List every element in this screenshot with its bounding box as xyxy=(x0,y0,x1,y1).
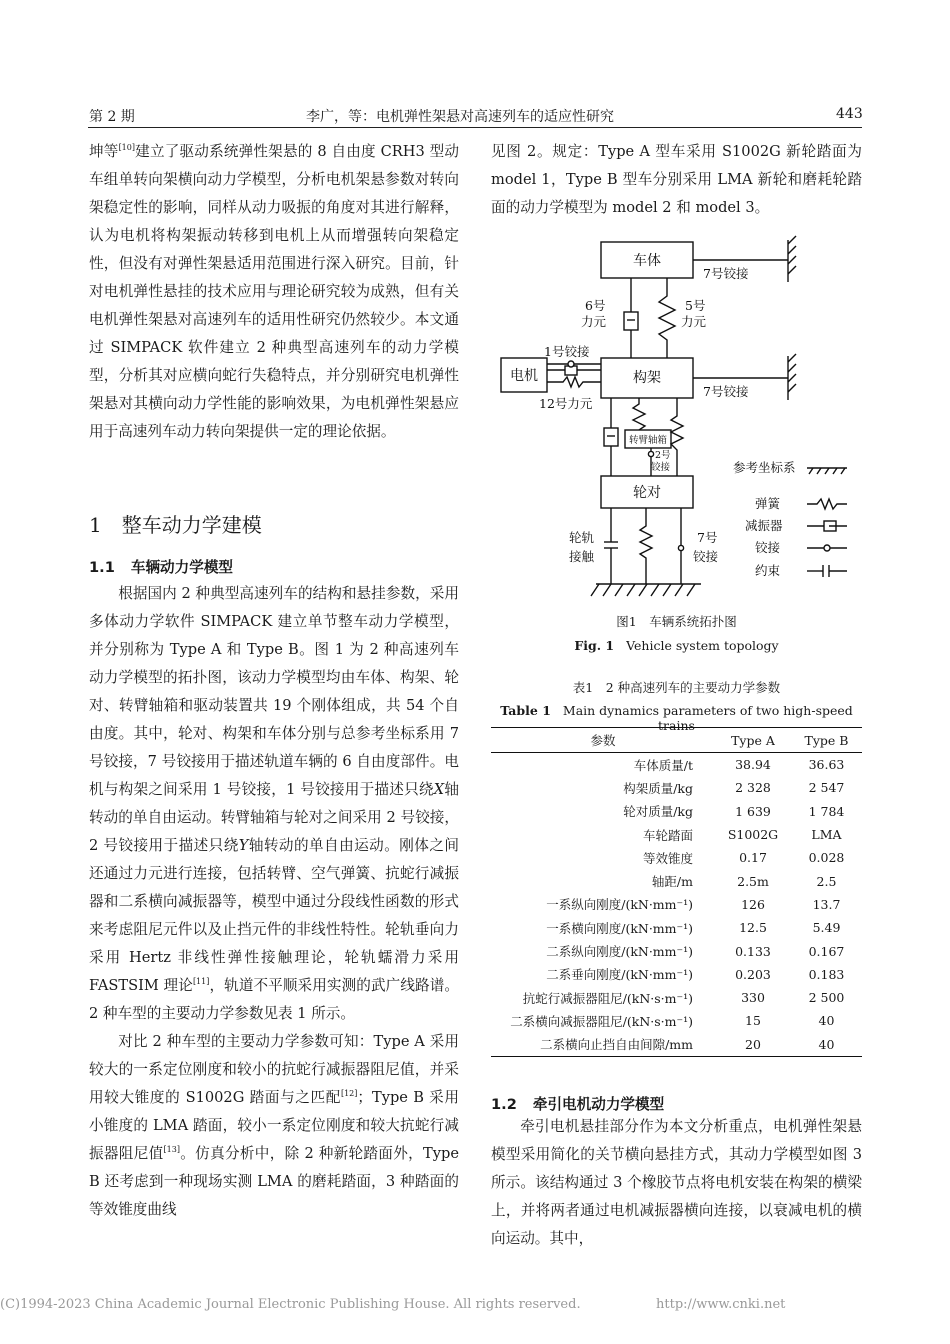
figure-caption-en: Fig. 1 Vehicle system topology xyxy=(574,638,779,653)
table-row xyxy=(491,939,862,962)
table-cell: 车轮踏面 xyxy=(642,827,693,843)
joint7-bottom-sub-label: 铰接 xyxy=(693,549,719,564)
running-title: 李广，等：电机弹性架悬对高速列车的适应性研究 xyxy=(306,109,614,125)
table-cell: 2.5m xyxy=(737,873,769,889)
subsection-heading-motor: 1.2 牵引电机动力学模型 xyxy=(491,1096,665,1113)
motor-model-paragraph: 牵引电机悬挂部分作为本文分析重点，电机弹性架悬模型采用简化的关节横向悬挂方式，其动力学模型如图 3 所示。该结构通过 3 个橡胶节点将电机安装在构架的横梁上，并将两者通过电机减振器横向连接，以衰减电机的横向运动。其中， xyxy=(491,1118,862,1247)
column-header: Type B xyxy=(791,728,862,753)
table-cell: 12.5 xyxy=(739,920,767,936)
right-top-paragraph: 见图 2。规定：Type A 型车采用 S1002G 新轮踏面为 model 1，Type B 型车分别采用 LMA 新轮和磨耗轮踏面的动力学模型为 model 2 和 model 3。 xyxy=(491,143,862,216)
table-cell: 一系纵向刚度/(kN·mm⁻¹) xyxy=(546,897,693,913)
cnki-url[interactable]: http://www.cnki.net xyxy=(656,1297,786,1312)
table-cell: 等效锥度 xyxy=(642,850,693,866)
table-cell: LMA xyxy=(811,827,842,843)
table-row xyxy=(491,869,862,892)
joint2-sub-label: 铰接 xyxy=(651,462,671,473)
table-row xyxy=(491,823,862,846)
table-caption-cn: 表1 2 种高速列车的主要动力学参数 xyxy=(572,680,781,695)
table-cell: 2 500 xyxy=(808,990,845,1006)
table-cell: 40 xyxy=(791,1033,862,1057)
legend-reference: 参考坐标系 xyxy=(733,460,796,475)
model-paragraph: 根据国内 2 种典型高速列车的结构和悬挂参数，采用多体动力学软件 SIMPACK 建立单节整车动力学模型，并分别称为 Type A 和 Type B。图 1 为 2 种高速列车动力学模型的拓扑图，该动力学模型均由车体、构架、轮对、转臂轴箱和驱动装置共 19 个刚体组成，共 54 个自由度。其中，轮对、构架和车体分别与总参考坐标系用 7 号铰接，7 号铰接用于描述轨道车辆的 6 自由度部件。电机与构架之间采用 1 号铰接，1 号铰接用于描述只绕X轴转动的单自由运动。转臂轴箱与轮对之间采用 2 号铰接，2 号铰接用于描述只绕Y轴转动的单自由运动。刚体之间还通过力元进行连接，包括转臂、空气弹簧、抗蛇行减振器和二系横向减振器等，模型中通过分段线性函数的形式来考虑阻尼元件以及止挡元件的非线性特性。轮轨垂向力采用 Hertz 非线性弹性接触理论，轮轨蠕滑力采用 FASTSIM 理论[11]，轨道不平顺采用实测的武广线路谱。2 种车型的主要动力学参数见表 1 所示。 xyxy=(89,585,459,1022)
table-header-row xyxy=(491,728,862,753)
subsection-heading: 1.1 车辆动力学模型 xyxy=(89,559,234,576)
joint7-top-label: 7号铰接 xyxy=(703,266,749,281)
comparison-paragraph: 对比 2 种车型的主要动力学参数可知：Type A 采用较大的一系定位刚度和较小的抗蛇行减振器阻尼值，并采用较大锥度的 S1002G 踏面与之匹配[12]；Type B 采用小锥度的 LMA 踏面，较小一系定位刚度和较大抗蛇行减振器阻尼值[13]。仿真分析中，除 2 种新轮踏面外，Type B 还考虑到一种现场实测 LMA 的磨耗踏面，3 种踏面的等效锥度曲线 xyxy=(89,1033,459,1218)
table-cell: 车体质量/t xyxy=(633,757,693,773)
table-cell: 0.17 xyxy=(739,850,767,866)
table-cell: 1 784 xyxy=(808,803,845,819)
table-row xyxy=(491,753,862,777)
journal-issue: 第 2 期 xyxy=(89,109,135,125)
page-number: 443 xyxy=(836,106,863,122)
table-cell: 抗蛇行减振器阻尼/(kN·s·m⁻¹) xyxy=(522,990,693,1006)
joint1-label: 1号铰接 xyxy=(544,344,590,359)
column-header: Type A xyxy=(715,728,791,753)
table-cell: 轴距/m xyxy=(651,874,693,890)
legend-spring: 弹簧 xyxy=(755,496,781,511)
legend-constraint: 约束 xyxy=(755,563,781,578)
joint2-label: 2号 xyxy=(655,450,671,461)
table-row xyxy=(491,963,862,986)
table-row xyxy=(491,1009,862,1032)
bogie-frame-label: 构架 xyxy=(633,370,661,386)
table-cell: 15 xyxy=(745,1013,761,1029)
table-cell: 0.183 xyxy=(808,966,845,982)
force5-sub-label: 力元 xyxy=(681,314,707,329)
table-cell: 20 xyxy=(715,1033,791,1057)
legend-damper: 减振器 xyxy=(745,518,783,533)
section-heading: 1 整车动力学建模 xyxy=(89,513,262,537)
left-intro-paragraph: 坤等[10]建立了驱动系统弹性架悬的 8 自由度 CRH3 型动车组单转向架横向动力学模型，分析电机架悬参数对转向架稳定性的影响，同样从动力吸振的角度对其进行解释，认为电机将构架振动转移到电机上从而增强转向架稳定性，但没有对弹性架悬适用范围进行深入研究。目前，针对电机弹性悬挂的技术应用与理论研究较为成熟，但有关电机弹性架悬对高速列车的适用性研究仍然较少。本文通过 SIMPACK 软件建立 2 种典型高速列车的动力学模型，分析其对应横向蛇行失稳特点，并分别研究电机弹性架悬对其横向动力学性能的影响效果，为电机弹性架悬应用于高速列车动力转向架提供一定的理论依据。 xyxy=(89,143,459,440)
table-row xyxy=(491,986,862,1009)
force6-sub-label: 力元 xyxy=(581,314,607,329)
table-caption-en: Table 1 Main dynamics parameters of two high-speed trains xyxy=(500,703,853,733)
force6-label: 6号 xyxy=(585,298,606,313)
table-cell: 一系横向刚度/(kN·mm⁻¹) xyxy=(546,920,693,936)
table-cell: 2 547 xyxy=(808,780,845,796)
force12-label: 12号力元 xyxy=(539,396,593,411)
vehicle-topology-diagram xyxy=(491,232,862,604)
table-row xyxy=(491,1033,862,1057)
wheel-rail-sub-label: 接触 xyxy=(569,549,595,564)
car-body-label: 车体 xyxy=(633,253,661,269)
joint7-bottom-label: 7号 xyxy=(697,530,718,545)
table-cell: 5.49 xyxy=(812,920,841,936)
table-row xyxy=(491,846,862,869)
table-cell: S1002G xyxy=(727,827,779,843)
table-cell: 13.7 xyxy=(812,896,841,912)
motor-label: 电机 xyxy=(510,368,538,384)
copyright-footer: (C)1994-2023 China Academic Journal Electronic Publishing House. All rights reserved. xyxy=(0,1297,581,1312)
table-cell: 二系垂向刚度/(kN·mm⁻¹) xyxy=(546,967,693,983)
citation-ref: [10] xyxy=(118,143,135,152)
force5-label: 5号 xyxy=(685,298,706,313)
table-row xyxy=(491,893,862,916)
table-cell: 330 xyxy=(741,990,765,1006)
column-header: 参数 xyxy=(491,728,715,753)
table-row xyxy=(491,776,862,799)
legend-joint: 铰接 xyxy=(755,540,781,555)
table-cell: 0.203 xyxy=(735,966,771,982)
table-cell: 构架质量/kg xyxy=(623,780,693,796)
table-row xyxy=(491,800,862,823)
table-cell: 2.5 xyxy=(816,873,837,889)
table-cell: 二系横向止挡自由间隙/mm xyxy=(491,1033,715,1057)
table-cell: 36.63 xyxy=(808,757,845,773)
table-cell: 2 328 xyxy=(735,780,771,796)
table-cell: 0.028 xyxy=(808,850,845,866)
table-row xyxy=(491,916,862,939)
table-cell: 0.167 xyxy=(808,943,845,959)
header-rule xyxy=(88,127,862,128)
table-cell: 126 xyxy=(741,896,765,912)
table-cell: 38.94 xyxy=(735,757,771,773)
dynamics-parameters-table xyxy=(491,727,862,1057)
table-cell: 二系横向减振器阻尼/(kN·s·m⁻¹) xyxy=(510,1013,693,1029)
wheelset-label: 轮对 xyxy=(633,485,661,501)
figure-caption-cn: 图1 车辆系统拓扑图 xyxy=(616,614,737,629)
left-body-text xyxy=(89,580,459,1224)
wheel-rail-label: 轮轨 xyxy=(569,530,595,545)
table-cell: 0.133 xyxy=(735,943,771,959)
joint7-mid-label: 7号铰接 xyxy=(703,384,749,399)
table-cell: 1 639 xyxy=(735,803,771,819)
table-cell: 40 xyxy=(818,1013,835,1029)
axle-box-label: 转臂轴箱 xyxy=(628,435,668,446)
table-cell: 轮对质量/kg xyxy=(623,804,693,820)
table-cell: 二系纵向刚度/(kN·mm⁻¹) xyxy=(546,944,693,960)
